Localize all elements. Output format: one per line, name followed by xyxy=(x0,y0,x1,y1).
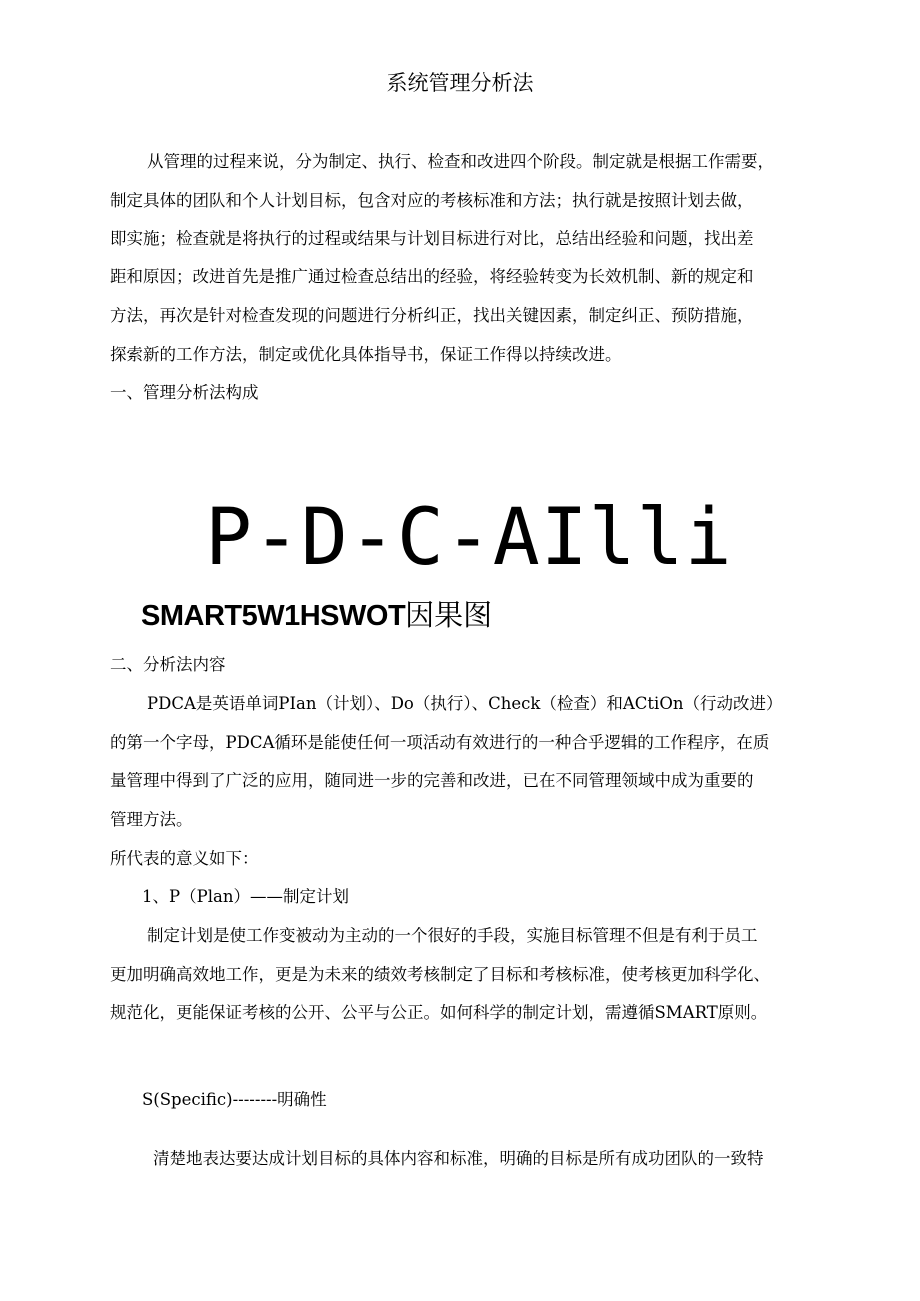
pdca-diagram-text: P-D-C-AIlli xyxy=(205,493,733,583)
intro-line-2: 制定具体的团队和个人计划目标，包含对应的考核标准和方法；执行就是按照计划去做， xyxy=(110,191,754,210)
pdca-line-4: 管理方法。 xyxy=(110,810,193,829)
analysis-tools-text xyxy=(141,596,492,636)
meaning-line: 所代表的意义如下： xyxy=(110,849,259,868)
section-heading-2: 二、分析法内容 xyxy=(110,655,226,674)
tools-chinese: 因果图 xyxy=(405,600,493,632)
intro-line-6: 探索新的工作方法，制定或优化具体指导书，保证工作得以持续改进。 xyxy=(110,345,622,364)
item-plan-heading: 1、P（Plan）——制定计划 xyxy=(142,887,349,906)
intro-line-5: 方法，再次是针对检查发现的问题进行分析纠正，找出关键因素，制定纠正、预防措施， xyxy=(110,306,754,325)
pdca-line-3: 量管理中得到了广泛的应用，随同进一步的完善和改进，已在不同管理领域中成为重要的 xyxy=(110,771,754,790)
intro-line-1: 从管理的过程来说，分为制定、执行、检查和改进四个阶段。制定就是根据工作需要， xyxy=(147,152,774,171)
intro-line-4: 距和原因；改进首先是推广通过检查总结出的经验，将经验转变为长效机制、新的规定和 xyxy=(110,267,754,286)
pdca-line-1: PDCA是英语单词PIan（计划）、Do（执行）、Check（检查）和ACtiOn（行动改进） xyxy=(147,694,783,713)
tools-latin: SMART5W1HSWOT xyxy=(141,600,406,632)
plan-line-2: 更加明确高效地工作，更是为未来的绩效考核制定了目标和考核标准，使考核更加科学化、 xyxy=(110,965,770,984)
specific-heading: S(Specific)--------明确性 xyxy=(142,1090,327,1109)
specific-line-1: 清楚地表达要达成计划目标的具体内容和标准，明确的目标是所有成功团队的一致特 xyxy=(153,1149,764,1168)
plan-line-3: 规范化，更能保证考核的公开、公平与公正。如何科学的制定计划，需遵循SMART原则。 xyxy=(110,1003,768,1022)
document-title: 系统管理分析法 xyxy=(386,71,534,95)
intro-line-3: 即实施；检查就是将执行的过程或结果与计划目标进行对比，总结出经验和问题，找出差 xyxy=(110,229,754,248)
plan-line-1: 制定计划是使工作变被动为主动的一个很好的手段，实施目标管理不但是有利于员工 xyxy=(147,926,758,945)
pdca-line-2: 的第一个字母，PDCA循环是能使任何一项活动有效进行的一种合乎逻辑的工作程序，在质 xyxy=(110,733,770,752)
section-heading-1: 一、管理分析法构成 xyxy=(110,383,259,402)
